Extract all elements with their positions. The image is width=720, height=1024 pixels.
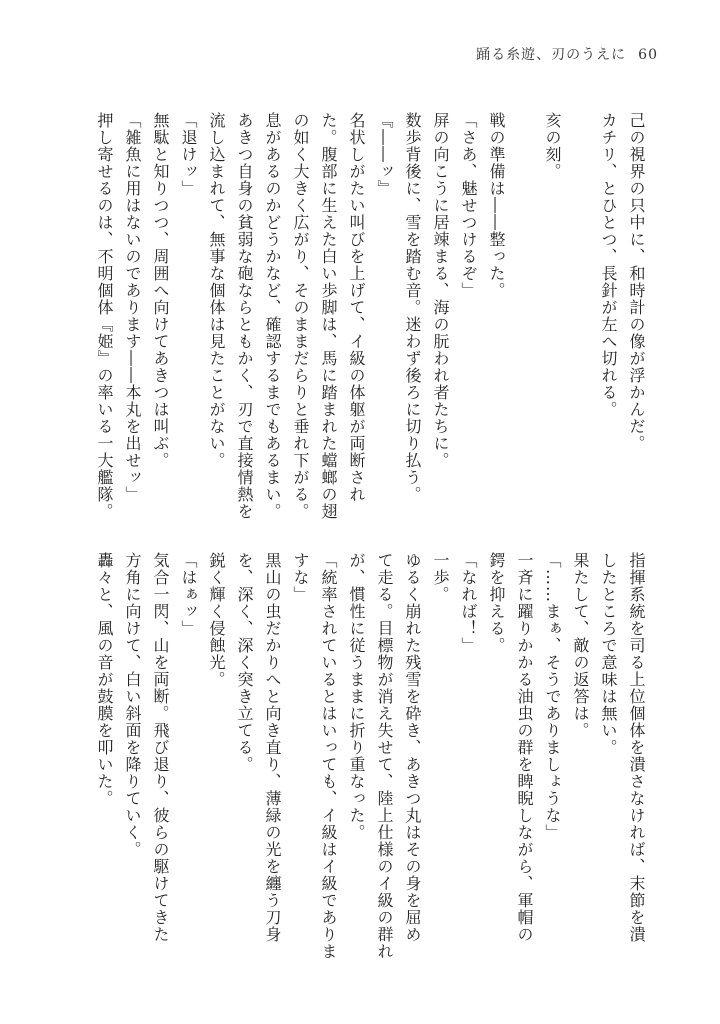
running-header [476, 44, 658, 64]
text-line: 鋭く輝く侵蝕光。 [207, 552, 226, 688]
blank-line [510, 112, 538, 520]
text-line: て走る。目標物が消え失せて、陸上仕様のイ級の群れ [375, 552, 394, 960]
text-line: 方角に向けて、白い斜面を降りていく。 [123, 552, 142, 858]
text-line: 無駄と知りつつ、周囲へ向けてあきつは叫ぶ。 [151, 112, 170, 469]
text-line: カチリ、とひとつ、長針が左へ切れる。 [599, 112, 618, 418]
text-line: 屏の向こうに居竦まる、海の朊われ者たちに。 [431, 112, 450, 469]
text-line: 数歩背後に、雪を踏む音。迷わず後ろに切り払う。 [403, 112, 422, 503]
text-line: 鍔を抑える。 [487, 552, 506, 654]
blank-line [566, 112, 594, 520]
text-line: が、慣性に従うままに折り重なった。 [347, 552, 366, 841]
text-line: た。腹部に生えた白い歩脚は、馬に踏まれた蟷螂の翅 [319, 112, 338, 520]
text-line: 果たして、敵の返答は。 [571, 552, 590, 739]
text-line: 流し込まれて、無事な個体は見たことがない。 [207, 112, 226, 469]
text-line: 「さあ、魅せつけるぞ」 [459, 112, 478, 299]
text-line: 気合一閃、山を両断。飛び退り、彼らの駆けてきた [151, 552, 170, 943]
text-line: 黒山の虫だかりへと向き直り、薄緑の光を纏う刀身 [263, 552, 282, 943]
text-line: 轟々と、風の音が鼓膜を叩いた。 [95, 552, 114, 807]
text-block-bottom [90, 552, 650, 968]
text-line: 亥の刻。 [543, 112, 562, 180]
text-line: すな」 [291, 552, 310, 603]
text-line: 己の視界の只中に、和時計の像が浮かんだ。 [627, 112, 646, 452]
text-line: 「雑魚に用はないのであります――本丸を出せッ」 [123, 112, 142, 503]
text-line: あきつ自身の貧弱な砲ならともかく、刃で直接情熱を [235, 112, 254, 520]
text-line: 一歩。 [431, 552, 450, 603]
text-line: 息があるのかどうかなど、確認するまでもあるまい。 [263, 112, 282, 520]
text-line: 「統率されているとはいっても、イ級はイ級でありま [319, 552, 338, 960]
text-line: 「なれば！」 [459, 552, 478, 654]
text-line: 「はぁッ」 [179, 552, 198, 637]
text-line: 『――ッ』 [375, 112, 394, 197]
text-line: を、深く、深く突き立てる。 [235, 552, 254, 773]
running-header-title: 踊る糸遊、刃のうえに [476, 47, 627, 63]
text-line: ゆるく崩れた残雪を砕き、あきつ丸はその身を屈め [403, 552, 422, 943]
text-line: したところで意味は無い。 [599, 552, 618, 756]
text-line: 名状しがたい叫びを上げて、イ級の体躯が両断され [347, 112, 366, 503]
text-line: 一斉に躍りかかる油虫の群を睥睨しながら、軍帽の [515, 552, 534, 943]
text-line: 押し寄せるのは、不明個体『姫』の率いる一大艦隊。 [95, 112, 114, 520]
text-line: 指揮系統を司る上位個体を潰さなければ、末節を潰 [627, 552, 646, 943]
text-line: 戦の準備は――整った。 [487, 112, 506, 299]
text-line: 「退けッ」 [179, 112, 198, 197]
page-number: 60 [638, 47, 658, 63]
text-line: 「……まぁ、そうでありましょうな」 [543, 552, 562, 841]
text-block-top [90, 112, 650, 520]
text-line: の如く大きく広がり、そのままだらりと垂れ下がる。 [291, 112, 310, 520]
